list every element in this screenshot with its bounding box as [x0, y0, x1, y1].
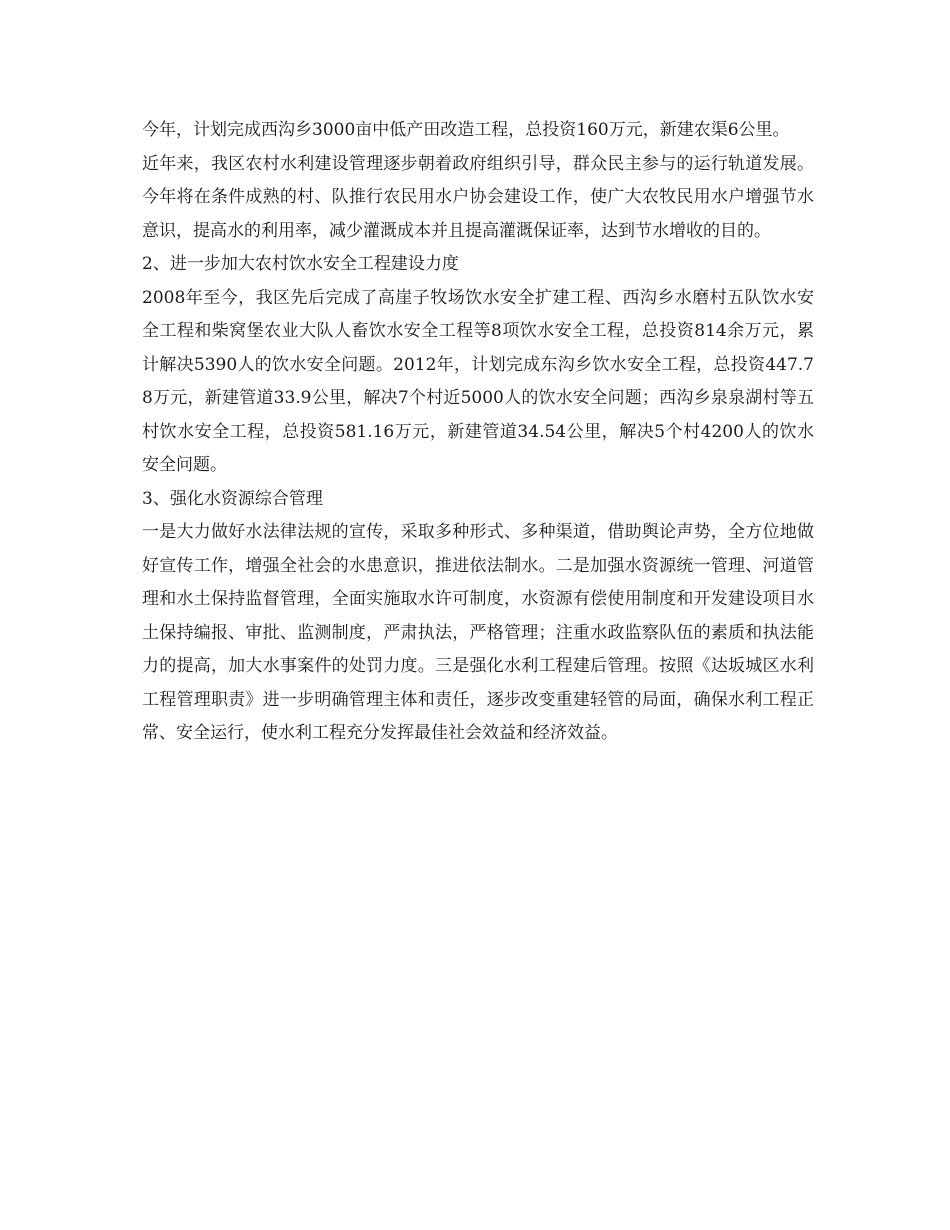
paragraph-water-resources-management: 一是大力做好水法律法规的宣传，采取多种形式、多种渠道，借助舆论声势，全方位地做好宣传工作，增强全社会的水患意识，推进依法制水。二是加强水资源统一管理、河道管理和水土保持监督管理，全面实施取水许可制度，水资源有偿使用制度和开发建设项目水土保持编报、审批、监测制度，严肃执法，严格管理；注重水政监察队伍的素质和执法能力的提高，加大水事案件的处罚力度。三是强化水利工程建后管理。按照《达坂城区水利工程管理职责》进一步明确管理主体和责任，逐步改变重建轻管的局面，确保水利工程正常、安全运行，使水利工程充分发挥最佳社会效益和经济效益。	[142, 522, 814, 743]
document-body	[142, 114, 814, 751]
paragraph-farmland-plan: 今年，计划完成西沟乡3000亩中低产田改造工程，总投资160万元，新建农渠6公里。	[142, 120, 790, 140]
section-heading-water-resources: 3、强化水资源综合管理	[142, 488, 323, 509]
section-heading-drinking-water: 2、进一步加大农村饮水安全工程建设力度	[142, 254, 459, 274]
paragraph-water-management: 近年来，我区农村水利建设管理逐步朝着政府组织引导，群众民主参与的运行轨道发展。今年将在条件成熟的村、队推行农民用水户协会建设工作，使广大农牧民用水户增强节水意识，提高水的利用率，减少灌溉成本并且提高灌溉保证率，达到节水增收的目的。	[142, 153, 814, 241]
paragraph-drinking-water-projects: 2008年至今，我区先后完成了高崖子牧场饮水安全扩建工程、西沟乡水磨村五队饮水安全工程和柴窝堡农业大队人畜饮水安全工程等8项饮水安全工程，总投资814余万元，累计解决5390人的饮水安全问题。2012年，计划完成东沟乡饮水安全工程，总投资447.78万元，新建管道33.9公里，解决7个村近5000人的饮水安全问题；西沟乡泉泉湖村等五村饮水安全工程，总投资581.16万元，新建管道34.54公里，解决5个村4200人的饮水安全问题。	[142, 287, 814, 475]
